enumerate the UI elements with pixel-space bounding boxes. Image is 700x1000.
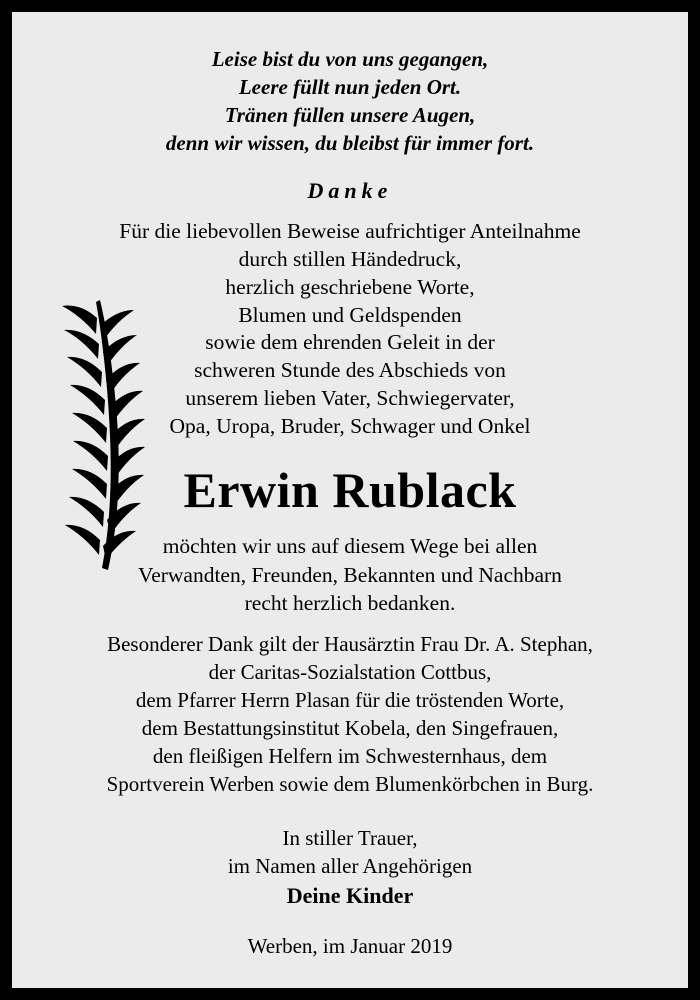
poem-line: Leise bist du von uns gegangen, [211,47,489,71]
middle-line: möchten wir uns auf diesem Wege bei allen [162,534,538,559]
thanks-line: schweren Stunde des Abschieds von [194,358,506,383]
poem [12,46,688,158]
place-and-date: Werben, im Januar 2019 [247,933,453,958]
thanks-line: herzlich geschriebene Worte, [225,274,475,299]
special-thanks-paragraph [12,631,688,799]
palm-frond-icon [50,296,160,586]
obituary-notice [12,12,688,988]
middle-line: recht herzlich bedanken. [244,590,456,615]
children-line: Deine Kinder [286,882,414,908]
special-thanks-line: den fleißigen Helfern im Schwesternhaus, dem [152,744,548,768]
poem-line: Tränen füllen unsere Augen, [224,102,476,127]
thanks-line: Blumen und Geldspenden [238,302,462,327]
thanks-line: Für die liebevollen Beweise aufrichtiger Anteilnahme [119,218,581,243]
special-thanks-line: dem Pfarrer Herrn Plasan für die tröstenden Worte, [135,688,565,713]
special-thanks-line: der Caritas-Sozialstation Cottbus, [208,660,492,685]
thanks-line: sowie dem ehrenden Geleit in der [205,330,495,355]
special-thanks-line: Sportverein Werben sowie dem Blumenkörbchen in Burg. [106,771,594,796]
thanks-line: unserem lieben Vater, Schwiegervater, [185,386,515,411]
closing-paragraph [12,825,688,910]
notice-inner [12,46,688,988]
poem-line: denn wir wissen, du bleibst für immer fort. [165,130,535,155]
closing-line: im Namen aller Angehörigen [227,853,473,878]
thanks-line: durch stillen Händedruck, [238,246,462,271]
middle-line: Verwandten, Freunden, Bekannten und Nachbarn [138,562,562,587]
poem-line: Leere füllt nun jeden Ort. [238,74,462,99]
closing-line: In stiller Trauer, [282,825,418,850]
deceased-name: Erwin Rublack [183,462,517,519]
danke-heading: Danke [307,177,393,203]
thanks-line: Opa, Uropa, Bruder, Schwager und Onkel [169,414,531,439]
special-thanks-line: dem Bestattungsinstitut Kobela, den Singefrauen, [141,716,559,741]
special-thanks-line: Besonderer Dank gilt der Hausärztin Frau Dr. A. Stephan, [107,632,593,657]
